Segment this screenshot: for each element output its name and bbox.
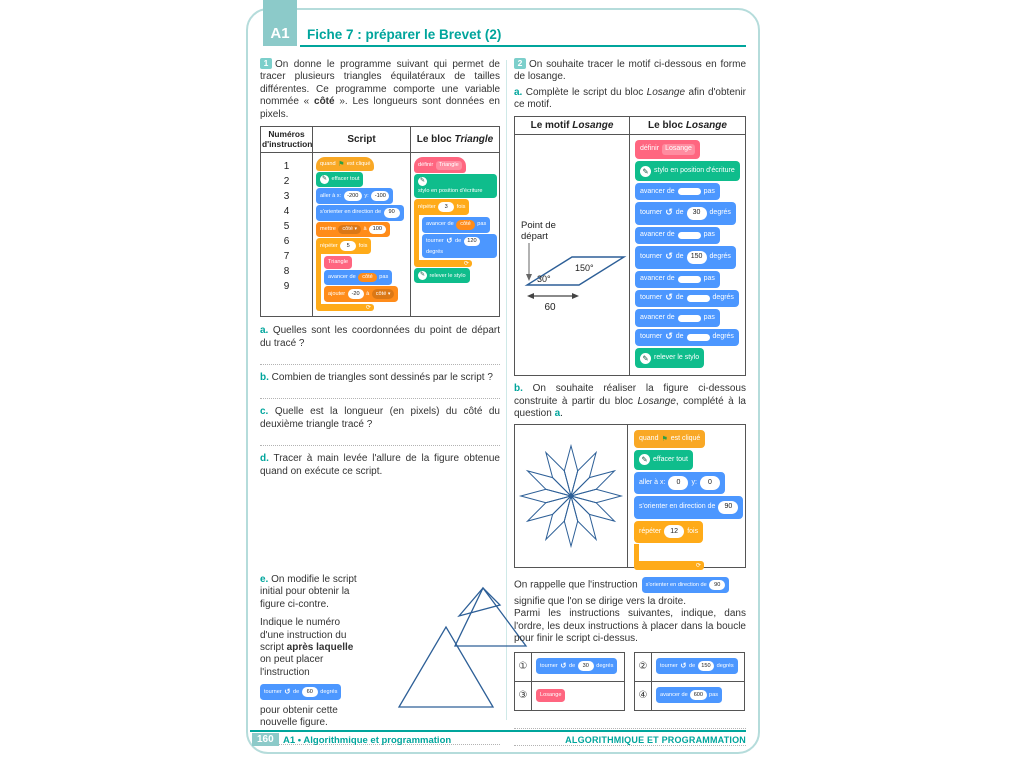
block-text: degrés xyxy=(712,294,734,302)
option-2-block xyxy=(652,652,745,681)
scratch-block xyxy=(634,430,743,447)
question-1a: a. Quelles sont les coordonnées du point de départ du tracé ? xyxy=(260,325,500,349)
turn-ccw-icon: ↺ xyxy=(665,293,673,304)
block-text: avancer de xyxy=(640,187,675,195)
block-text: relever le stylo xyxy=(429,272,466,279)
scratch-block xyxy=(634,472,743,494)
block-input-oval xyxy=(687,295,710,302)
answer-line xyxy=(260,389,500,399)
question-1c: c. Quelle est la longueur (en pixels) du côté du deuxième triangle tracé ? xyxy=(260,406,500,430)
options-table-right xyxy=(634,652,745,711)
pen-icon: ✎ xyxy=(418,271,427,280)
scratch-block xyxy=(634,450,743,470)
block-text: ajouter xyxy=(328,290,346,297)
block-input-oval: 120 xyxy=(464,237,480,247)
scratch-block xyxy=(635,202,742,224)
block-input-oval: 0 xyxy=(700,476,720,489)
turn-ccw-icon: ↺ xyxy=(446,236,453,246)
block-text: degrés xyxy=(426,248,444,255)
tourner-60-block xyxy=(260,684,363,700)
block-text: tourner xyxy=(640,209,663,217)
block-text: de xyxy=(455,238,462,245)
option-3-number: ③ xyxy=(515,681,532,710)
block-text: de xyxy=(675,333,684,341)
block-text: de xyxy=(569,662,576,669)
reminder-text: On rappelle que l'instruction s'orienter en direction de 90 xyxy=(514,577,746,593)
block-text: effacer tout xyxy=(331,176,360,183)
variable-oval: côté xyxy=(358,273,377,283)
block-text: fois xyxy=(456,203,466,210)
page-title: Fiche 7 : préparer le Brevet (2) xyxy=(307,27,502,42)
answer-line xyxy=(260,355,500,365)
column-header-bloc-triangle: Le bloc Triangle xyxy=(411,127,500,153)
scratch-block xyxy=(422,234,497,259)
pen-icon: ✎ xyxy=(640,353,651,364)
block-text: avancer de xyxy=(640,275,675,283)
variable-oval: côté xyxy=(456,220,475,230)
block-dropdown: côté ▾ xyxy=(372,289,395,299)
drawing-space xyxy=(260,478,500,566)
block-text: effacer tout xyxy=(653,455,688,463)
script-blocks-cell xyxy=(313,153,411,317)
loop-arrow-icon: ⟳ xyxy=(316,304,374,311)
question-2b: b. On souhaite réaliser la figure ci-dessous construite à partir du bloc Losange, complété à la question a. xyxy=(514,383,746,419)
block-input-oval: 30 xyxy=(578,661,594,671)
block-text: s'orienter en direction de xyxy=(645,581,707,588)
unit-badge: A1 xyxy=(263,0,297,46)
column-header-numeros: Numéros d'instruction xyxy=(261,127,313,153)
block-text: définir xyxy=(640,145,660,153)
block-input-oval xyxy=(678,188,701,195)
triangle-blocks-cell xyxy=(411,153,500,317)
option-4-number: ④ xyxy=(635,681,652,710)
block-input-oval: 100 xyxy=(369,225,385,235)
block-input-oval xyxy=(687,334,710,341)
block-text: s'orienter en direction de xyxy=(639,503,716,511)
block-input-oval xyxy=(678,232,701,239)
block-text: de xyxy=(675,294,684,302)
instruction-number: 7 xyxy=(283,251,290,263)
question-1d: d. Tracer à main levée l'allure de la figure obtenue quand on exécute ce script. xyxy=(260,453,500,477)
block-text: avancer de xyxy=(640,231,675,239)
block-text: degrés xyxy=(320,688,338,695)
block-input-oval: 60 xyxy=(302,687,318,697)
scratch-block xyxy=(635,309,742,326)
question-1e-text: e. On modifie le script initial pour obtenir la figure ci-contre. Indique le numéro d'une instruction du script après laquelle on peut placer l'instruction tourner ↺ de 60 degrés pour obtenir cette nouvelle figure. xyxy=(260,574,363,730)
block-text: répéter xyxy=(639,527,662,535)
scratch-block xyxy=(656,687,742,703)
block-input-oval: 90 xyxy=(718,501,738,514)
block-text: avancer de xyxy=(426,221,454,228)
block-input-oval xyxy=(678,276,701,283)
block-text: y: xyxy=(691,478,697,486)
block-text: est cliqué xyxy=(346,161,371,168)
pen-icon: ✎ xyxy=(640,166,651,177)
scratch-block xyxy=(536,658,622,674)
answer-line xyxy=(514,719,746,729)
block-input-oval: -20 xyxy=(348,289,364,299)
question-2a: a. Complète le script du bloc Losange afin d'obtenir ce motif. xyxy=(514,86,747,111)
block-input-oval: 3 xyxy=(438,202,454,212)
footer-chapter: A1 • Algorithmique et programmation xyxy=(283,735,452,746)
pen-icon: ✎ xyxy=(639,454,650,465)
block-text: de xyxy=(675,209,684,217)
turn-ccw-icon: ↺ xyxy=(284,687,291,697)
reminder-line2: signifie que l'on se dirige vers la droite. xyxy=(514,596,687,608)
define-label: Losange xyxy=(662,144,695,154)
block-text: tourner xyxy=(640,253,663,261)
scratch-block xyxy=(536,689,622,702)
right-column xyxy=(514,58,746,753)
green-flag-icon: ⚑ xyxy=(661,434,668,443)
scratch-block xyxy=(324,286,408,302)
block-input-oval: -200 xyxy=(344,191,362,201)
scratch-block xyxy=(414,174,497,198)
block-input-oval: 90 xyxy=(384,208,400,218)
scratch-block xyxy=(634,521,743,570)
define-label: Triangle xyxy=(436,161,462,170)
scratch-block xyxy=(316,205,408,221)
scratch-block xyxy=(634,496,743,518)
block-text: répéter xyxy=(418,203,436,210)
block-text: est cliqué xyxy=(670,434,701,442)
block-text: de xyxy=(293,688,300,695)
svg-text:150°: 150° xyxy=(575,262,594,273)
scratch-block xyxy=(635,227,742,244)
block-text: avancer de xyxy=(640,313,675,321)
block-text: aller à x: xyxy=(639,478,666,486)
column-header-bloc-losange: Le bloc Losange xyxy=(630,116,746,134)
block-text: quand xyxy=(320,161,336,168)
block-text: degrés xyxy=(709,253,731,261)
instruction-number: 9 xyxy=(283,281,290,293)
scratch-block xyxy=(316,222,408,238)
block-input-oval: 150 xyxy=(698,661,714,671)
scratch-block xyxy=(635,329,742,346)
block-input-oval xyxy=(678,315,701,322)
loop-arrow-icon: ⟳ xyxy=(634,561,704,570)
block-input-oval: 0 xyxy=(668,476,688,489)
turn-ccw-icon: ↺ xyxy=(680,661,687,671)
block-text: stylo en position d'écriture xyxy=(418,188,483,195)
scratch-block xyxy=(635,271,742,288)
block-text: à xyxy=(366,290,370,297)
block-text: tourner xyxy=(640,333,663,341)
instructions-prompt: Parmi les instructions suivantes, indique, dans l'ordre, les deux instructions à placer dans la boucle pour finir le script ci-dessus. xyxy=(514,608,746,645)
star-figure xyxy=(515,425,628,567)
option-1-block xyxy=(532,652,625,681)
rotated-triangles-figure xyxy=(363,574,533,730)
block-text: degrés xyxy=(709,209,731,217)
block-text: relever le stylo xyxy=(654,353,700,361)
exercise2-number-badge: 2 xyxy=(514,58,526,69)
instruction-numbers xyxy=(261,153,313,317)
scratch-block xyxy=(316,157,408,171)
left-column xyxy=(260,58,500,752)
block-text: s'orienter en direction de xyxy=(320,209,382,216)
instruction-number: 1 xyxy=(283,161,290,173)
option-4-block xyxy=(652,681,745,710)
block-text: pas xyxy=(703,313,715,321)
scratch-block xyxy=(324,256,408,269)
block-text: quand xyxy=(639,434,659,442)
block-text: définir xyxy=(418,162,434,169)
question-1e xyxy=(260,574,500,730)
pen-icon: ✎ xyxy=(418,177,427,186)
block-text: tourner xyxy=(264,688,282,695)
option-3-block xyxy=(532,681,625,710)
footer-section: ALGORITHMIQUE ET PROGRAMMATION xyxy=(565,735,746,745)
instruction-number: 2 xyxy=(283,176,290,188)
svg-text:30°: 30° xyxy=(537,273,551,284)
block-text: pas xyxy=(703,275,715,283)
block-text: tourner xyxy=(640,294,663,302)
scratch-block xyxy=(316,188,408,204)
answer-line xyxy=(260,436,500,446)
block-input-oval: 30 xyxy=(687,207,707,220)
block-text: fois xyxy=(358,242,368,249)
block-input-oval: -100 xyxy=(371,191,389,201)
star-figure-box xyxy=(514,424,746,568)
block-text: Triangle xyxy=(328,259,349,266)
block-text: degrés xyxy=(596,662,614,669)
block-text: y: xyxy=(364,192,369,199)
scratch-block xyxy=(414,268,497,283)
instruction-number: 5 xyxy=(283,221,290,233)
turn-ccw-icon: ↺ xyxy=(665,331,673,342)
block-text: degrés xyxy=(716,662,734,669)
block-text: degrés xyxy=(712,333,734,341)
options-tables xyxy=(514,652,746,711)
block-input-oval: 12 xyxy=(664,525,684,538)
instruction-number: 3 xyxy=(283,191,290,203)
losange-blocks-cell xyxy=(630,134,746,376)
block-dropdown: côté ▾ xyxy=(338,225,361,235)
footer-rule xyxy=(250,730,746,732)
block-text: pas xyxy=(703,187,715,195)
block-text: répéter xyxy=(320,242,338,249)
svg-text:60: 60 xyxy=(544,301,556,313)
exercise2-intro: 2 On souhaite tracer le motif ci-dessous en forme de losange. xyxy=(514,58,746,83)
scratch-block xyxy=(635,348,742,368)
block-text: Losange xyxy=(540,691,562,698)
scratch-block xyxy=(635,290,742,307)
scratch-block xyxy=(414,157,497,173)
star-script-cell xyxy=(628,425,746,567)
block-text: tourner xyxy=(660,662,678,669)
block-text: pas xyxy=(379,274,389,281)
instruction-number: 6 xyxy=(283,236,290,248)
block-text: avancer de xyxy=(660,691,688,698)
scratch-block xyxy=(260,684,363,700)
losange-motif-figure xyxy=(515,134,630,376)
block-text: pas xyxy=(703,231,715,239)
block-input-oval: 600 xyxy=(690,690,706,700)
scratch-block xyxy=(642,577,730,593)
question-1b: b. Combien de triangles sont dessinés par le script ? xyxy=(260,371,493,383)
scratch-block xyxy=(635,161,742,181)
scratch-block xyxy=(635,246,742,268)
block-text: mettre xyxy=(320,226,336,233)
block-input-oval: 90 xyxy=(709,580,725,590)
block-text: fois xyxy=(687,527,699,535)
instruction-table xyxy=(260,126,500,317)
svg-text:départ: départ xyxy=(521,230,548,242)
block-text: tourner xyxy=(426,238,444,245)
title-underline xyxy=(300,45,746,47)
turn-ccw-icon: ↺ xyxy=(665,208,673,218)
block-text: tourner xyxy=(540,662,558,669)
block-text: pas xyxy=(477,221,487,228)
orientation-block xyxy=(642,577,730,593)
turn-ccw-icon: ↺ xyxy=(665,251,673,262)
scratch-block xyxy=(635,183,742,200)
block-text: stylo en position d'écriture xyxy=(654,166,735,174)
column-header-motif-losange: Le motif Losange xyxy=(515,116,630,134)
page-number: 160 xyxy=(252,733,279,746)
scratch-block xyxy=(414,199,497,267)
losange-table xyxy=(514,116,746,377)
scratch-block xyxy=(635,140,742,159)
scratch-block xyxy=(316,172,408,187)
scratch-block xyxy=(656,658,742,674)
block-text: à xyxy=(363,226,367,233)
column-header-script: Script xyxy=(313,127,411,153)
instruction-number: 4 xyxy=(283,206,290,218)
option-1-number: ① xyxy=(515,652,532,681)
turn-ccw-icon: ↺ xyxy=(560,661,567,671)
option-2-number: ② xyxy=(635,652,652,681)
scratch-block xyxy=(324,270,408,286)
block-text: pas xyxy=(709,691,719,698)
exercise1-intro: 1 On donne le programme suivant qui permet de tracer plusieurs triangles équilatéraux de tailles différentes. Ce programme comporte une variable nommée « côté ». Les longueurs sont données en pixels. xyxy=(260,58,500,120)
pen-icon: ✎ xyxy=(320,175,329,184)
green-flag-icon: ⚑ xyxy=(338,160,345,169)
block-text: aller à x: xyxy=(320,192,342,199)
svg-text:Point de: Point de xyxy=(521,219,556,231)
scratch-block xyxy=(316,238,408,311)
loop-arrow-icon: ⟳ xyxy=(414,260,472,267)
block-text: avancer de xyxy=(328,274,356,281)
scratch-block xyxy=(422,217,497,233)
block-input-oval: 150 xyxy=(687,251,707,264)
exercise1-number-badge: 1 xyxy=(260,58,272,69)
block-input-oval: 5 xyxy=(340,241,356,251)
instruction-number: 8 xyxy=(283,266,290,278)
options-table-left xyxy=(514,652,625,711)
block-text: de xyxy=(689,662,696,669)
block-text: de xyxy=(675,253,684,261)
